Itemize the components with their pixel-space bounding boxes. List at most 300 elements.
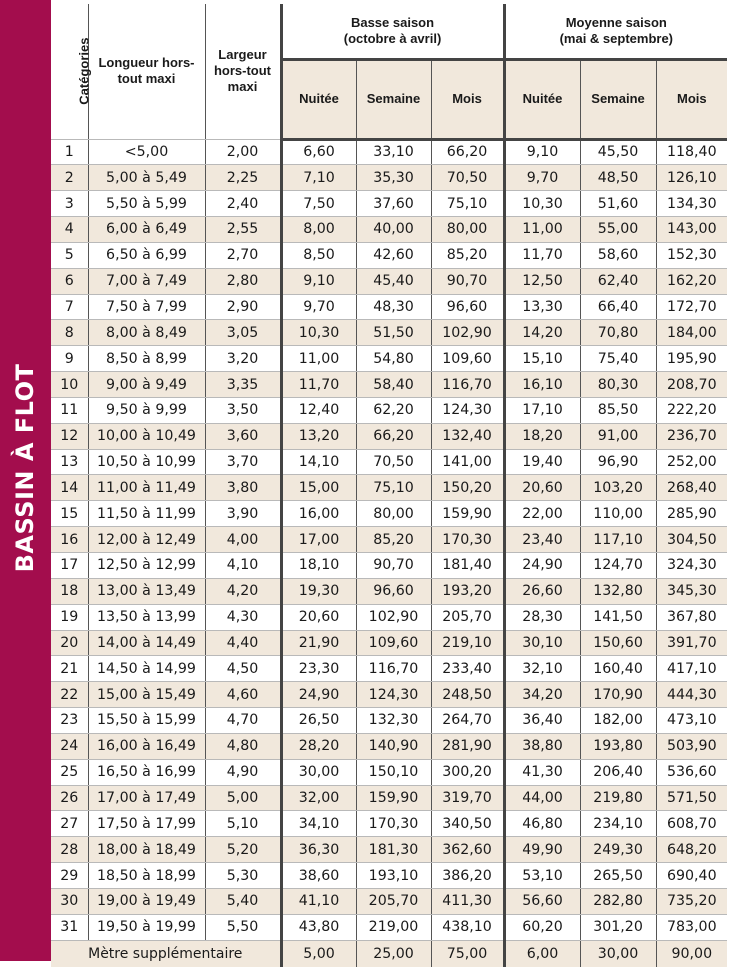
- cell-low_month: 248,50: [431, 682, 504, 708]
- cell-width: 2,55: [205, 217, 281, 243]
- cell-mid_night: 32,10: [504, 656, 580, 682]
- table-row: [51, 139, 727, 165]
- cell-mid_night: 9,70: [504, 165, 580, 191]
- cell-cat: 4: [51, 217, 88, 243]
- cell-low_week: 116,70: [356, 656, 431, 682]
- cell-low_week: 85,20: [356, 527, 431, 553]
- cell-cat: 13: [51, 449, 88, 475]
- cell-length: 8,00 à 8,49: [88, 320, 205, 346]
- cell-width: 5,50: [205, 914, 281, 940]
- cell-length: 7,00 à 7,49: [88, 268, 205, 294]
- header-categories: Catégories: [51, 4, 88, 139]
- cell-low_month: 75,10: [431, 191, 504, 217]
- cell-mid_week: 160,40: [580, 656, 656, 682]
- cell-mid_night: 28,30: [504, 604, 580, 630]
- rates-table: [51, 4, 727, 967]
- cell-mid_night: 11,70: [504, 242, 580, 268]
- cell-mid_month: 208,70: [656, 372, 727, 398]
- cell-low_month: 438,10: [431, 914, 504, 940]
- cell-cat: 11: [51, 397, 88, 423]
- cell-length: 17,50 à 17,99: [88, 811, 205, 837]
- cell-cat: 26: [51, 785, 88, 811]
- footer-mid-month: 90,00: [656, 940, 727, 967]
- cell-mid_night: 14,20: [504, 320, 580, 346]
- cell-low_month: 219,10: [431, 630, 504, 656]
- header-width: Largeur hors-tout maxi: [205, 4, 281, 139]
- cell-mid_night: 53,10: [504, 863, 580, 889]
- table-row: [51, 268, 727, 294]
- cell-length: 18,50 à 18,99: [88, 863, 205, 889]
- cell-cat: 17: [51, 553, 88, 579]
- cell-cat: 5: [51, 242, 88, 268]
- header-low-week: Semaine: [356, 59, 431, 139]
- table-row: [51, 630, 727, 656]
- cell-cat: 22: [51, 682, 88, 708]
- footer-low-month: 75,00: [431, 940, 504, 967]
- cell-length: 15,50 à 15,99: [88, 708, 205, 734]
- cell-cat: 7: [51, 294, 88, 320]
- cell-low_week: 48,30: [356, 294, 431, 320]
- cell-low_month: 193,20: [431, 578, 504, 604]
- cell-low_night: 24,90: [281, 682, 356, 708]
- cell-length: 10,50 à 10,99: [88, 449, 205, 475]
- table-row: [51, 708, 727, 734]
- cell-low_week: 102,90: [356, 604, 431, 630]
- cell-low_night: 19,30: [281, 578, 356, 604]
- cell-cat: 28: [51, 837, 88, 863]
- cell-cat: 12: [51, 423, 88, 449]
- cell-length: <5,00: [88, 139, 205, 165]
- cell-mid_night: 60,20: [504, 914, 580, 940]
- cell-low_week: 54,80: [356, 346, 431, 372]
- table-row: [51, 372, 727, 398]
- cell-mid_week: 219,80: [580, 785, 656, 811]
- cell-low_month: 70,50: [431, 165, 504, 191]
- cell-mid_night: 22,00: [504, 501, 580, 527]
- cell-low_night: 34,10: [281, 811, 356, 837]
- cell-mid_month: 134,30: [656, 191, 727, 217]
- cell-mid_night: 38,80: [504, 733, 580, 759]
- cell-mid_week: 132,80: [580, 578, 656, 604]
- cell-cat: 16: [51, 527, 88, 553]
- cell-low_night: 7,50: [281, 191, 356, 217]
- cell-cat: 21: [51, 656, 88, 682]
- cell-mid_week: 141,50: [580, 604, 656, 630]
- mid-season-title: Moyenne saison: [565, 14, 667, 30]
- cell-cat: 19: [51, 604, 88, 630]
- cell-mid_week: 51,60: [580, 191, 656, 217]
- cell-mid_night: 46,80: [504, 811, 580, 837]
- cell-mid_week: 193,80: [580, 733, 656, 759]
- cell-width: 3,50: [205, 397, 281, 423]
- cell-mid_night: 49,90: [504, 837, 580, 863]
- cell-low_night: 13,20: [281, 423, 356, 449]
- cell-mid_month: 503,90: [656, 733, 727, 759]
- cell-mid_month: 367,80: [656, 604, 727, 630]
- table-row: [51, 294, 727, 320]
- cell-length: 9,00 à 9,49: [88, 372, 205, 398]
- cell-low_month: 170,30: [431, 527, 504, 553]
- cell-width: 4,30: [205, 604, 281, 630]
- cell-mid_month: 690,40: [656, 863, 727, 889]
- cell-low_week: 75,10: [356, 475, 431, 501]
- cell-width: 2,25: [205, 165, 281, 191]
- cell-mid_month: 735,20: [656, 888, 727, 914]
- cell-mid_week: 96,90: [580, 449, 656, 475]
- cell-low_night: 32,00: [281, 785, 356, 811]
- cell-low_night: 10,30: [281, 320, 356, 346]
- cell-mid_week: 48,50: [580, 165, 656, 191]
- cell-cat: 25: [51, 759, 88, 785]
- cell-low_month: 411,30: [431, 888, 504, 914]
- cell-length: 9,50 à 9,99: [88, 397, 205, 423]
- cell-mid_week: 282,80: [580, 888, 656, 914]
- table-row: [51, 475, 727, 501]
- cell-cat: 30: [51, 888, 88, 914]
- cell-length: 5,50 à 5,99: [88, 191, 205, 217]
- cell-mid_week: 80,30: [580, 372, 656, 398]
- table-row: [51, 888, 727, 914]
- cell-length: 6,00 à 6,49: [88, 217, 205, 243]
- cell-mid_night: 15,10: [504, 346, 580, 372]
- cell-low_month: 300,20: [431, 759, 504, 785]
- table-row: [51, 656, 727, 682]
- cell-width: 4,90: [205, 759, 281, 785]
- cell-mid_week: 45,50: [580, 139, 656, 165]
- cell-low_night: 28,20: [281, 733, 356, 759]
- cell-low_month: 85,20: [431, 242, 504, 268]
- cell-low_night: 21,90: [281, 630, 356, 656]
- cell-low_night: 18,10: [281, 553, 356, 579]
- cell-low_month: 116,70: [431, 372, 504, 398]
- header-low-month: Mois: [431, 59, 504, 139]
- cell-length: 5,00 à 5,49: [88, 165, 205, 191]
- cell-mid_month: 222,20: [656, 397, 727, 423]
- cell-width: 5,10: [205, 811, 281, 837]
- cell-low_month: 181,40: [431, 553, 504, 579]
- cell-cat: 31: [51, 914, 88, 940]
- cell-low_night: 9,10: [281, 268, 356, 294]
- cell-mid_week: 249,30: [580, 837, 656, 863]
- cell-length: 14,50 à 14,99: [88, 656, 205, 682]
- footer-row: [51, 940, 727, 967]
- cell-mid_month: 783,00: [656, 914, 727, 940]
- cell-low_week: 35,30: [356, 165, 431, 191]
- cell-low_night: 43,80: [281, 914, 356, 940]
- table-row: [51, 320, 727, 346]
- cell-cat: 6: [51, 268, 88, 294]
- cell-low_month: 102,90: [431, 320, 504, 346]
- cell-mid_week: 103,20: [580, 475, 656, 501]
- cell-low_month: 124,30: [431, 397, 504, 423]
- cell-length: 11,50 à 11,99: [88, 501, 205, 527]
- cell-low_month: 319,70: [431, 785, 504, 811]
- cell-width: 2,40: [205, 191, 281, 217]
- cell-cat: 18: [51, 578, 88, 604]
- cell-width: 3,20: [205, 346, 281, 372]
- cell-low_month: 96,60: [431, 294, 504, 320]
- header-low-night: Nuitée: [281, 59, 356, 139]
- cell-mid_night: 10,30: [504, 191, 580, 217]
- cell-low_week: 109,60: [356, 630, 431, 656]
- table-row: [51, 397, 727, 423]
- cell-mid_month: 162,20: [656, 268, 727, 294]
- cell-low_week: 42,60: [356, 242, 431, 268]
- cell-mid_week: 55,00: [580, 217, 656, 243]
- cell-mid_night: 13,30: [504, 294, 580, 320]
- cell-cat: 2: [51, 165, 88, 191]
- cell-mid_month: 184,00: [656, 320, 727, 346]
- cell-width: 3,60: [205, 423, 281, 449]
- cell-low_month: 80,00: [431, 217, 504, 243]
- table-row: [51, 682, 727, 708]
- cell-low_night: 7,10: [281, 165, 356, 191]
- cell-cat: 15: [51, 501, 88, 527]
- table-row: [51, 759, 727, 785]
- cell-low_month: 281,90: [431, 733, 504, 759]
- cell-mid_week: 85,50: [580, 397, 656, 423]
- table-row: [51, 604, 727, 630]
- cell-width: 3,05: [205, 320, 281, 346]
- cell-mid_week: 75,40: [580, 346, 656, 372]
- table-row: [51, 578, 727, 604]
- cell-low_week: 205,70: [356, 888, 431, 914]
- cell-mid_month: 152,30: [656, 242, 727, 268]
- cell-mid_month: 536,60: [656, 759, 727, 785]
- cell-cat: 20: [51, 630, 88, 656]
- cell-length: 18,00 à 18,49: [88, 837, 205, 863]
- footer-low-week: 25,00: [356, 940, 431, 967]
- cell-mid_month: 172,70: [656, 294, 727, 320]
- table-row: [51, 423, 727, 449]
- cell-mid_month: 324,30: [656, 553, 727, 579]
- header-mid-season: [504, 4, 727, 59]
- cell-low_week: 45,40: [356, 268, 431, 294]
- footer-mid-night: 6,00: [504, 940, 580, 967]
- footer-low-night: 5,00: [281, 940, 356, 967]
- cell-length: 11,00 à 11,49: [88, 475, 205, 501]
- cell-length: 10,00 à 10,49: [88, 423, 205, 449]
- cell-mid_night: 26,60: [504, 578, 580, 604]
- cell-mid_month: 126,10: [656, 165, 727, 191]
- cell-width: 5,30: [205, 863, 281, 889]
- cell-mid_night: 30,10: [504, 630, 580, 656]
- cell-length: 17,00 à 17,49: [88, 785, 205, 811]
- cell-mid_week: 70,80: [580, 320, 656, 346]
- table-row: [51, 863, 727, 889]
- table-row: [51, 165, 727, 191]
- cell-cat: 10: [51, 372, 88, 398]
- table-row: [51, 242, 727, 268]
- cell-cat: 8: [51, 320, 88, 346]
- cell-mid_month: 285,90: [656, 501, 727, 527]
- cell-mid_week: 182,00: [580, 708, 656, 734]
- cell-low_week: 219,00: [356, 914, 431, 940]
- cell-width: 4,50: [205, 656, 281, 682]
- cell-length: 7,50 à 7,99: [88, 294, 205, 320]
- cell-low_night: 12,40: [281, 397, 356, 423]
- cell-length: 19,00 à 19,49: [88, 888, 205, 914]
- cell-mid_month: 252,00: [656, 449, 727, 475]
- cell-low_week: 70,50: [356, 449, 431, 475]
- cell-mid_week: 124,70: [580, 553, 656, 579]
- cell-width: 3,90: [205, 501, 281, 527]
- cell-length: 19,50 à 19,99: [88, 914, 205, 940]
- cell-mid_month: 268,40: [656, 475, 727, 501]
- cell-low_night: 16,00: [281, 501, 356, 527]
- cell-low_month: 132,40: [431, 423, 504, 449]
- rates-body: [51, 139, 727, 940]
- cell-mid_month: 648,20: [656, 837, 727, 863]
- table-row: [51, 191, 727, 217]
- cell-width: 5,20: [205, 837, 281, 863]
- cell-mid_night: 44,00: [504, 785, 580, 811]
- cell-mid_night: 24,90: [504, 553, 580, 579]
- cell-cat: 29: [51, 863, 88, 889]
- cell-low_week: 132,30: [356, 708, 431, 734]
- cell-low_night: 26,50: [281, 708, 356, 734]
- cell-mid_week: 58,60: [580, 242, 656, 268]
- cell-low_week: 80,00: [356, 501, 431, 527]
- cell-mid_night: 18,20: [504, 423, 580, 449]
- cell-width: 3,35: [205, 372, 281, 398]
- cell-mid_week: 66,40: [580, 294, 656, 320]
- cell-mid_week: 234,10: [580, 811, 656, 837]
- cell-mid_week: 265,50: [580, 863, 656, 889]
- cell-length: 8,50 à 8,99: [88, 346, 205, 372]
- cell-low_night: 8,50: [281, 242, 356, 268]
- cell-mid_night: 41,30: [504, 759, 580, 785]
- cell-cat: 1: [51, 139, 88, 165]
- cell-cat: 14: [51, 475, 88, 501]
- cell-low_month: 141,00: [431, 449, 504, 475]
- cell-length: 16,50 à 16,99: [88, 759, 205, 785]
- cell-mid_night: 11,00: [504, 217, 580, 243]
- side-band: [0, 0, 51, 961]
- cell-mid_week: 117,10: [580, 527, 656, 553]
- cell-mid_night: 36,40: [504, 708, 580, 734]
- cell-length: 15,00 à 15,49: [88, 682, 205, 708]
- cell-low_night: 11,70: [281, 372, 356, 398]
- cell-cat: 27: [51, 811, 88, 837]
- cell-width: 4,70: [205, 708, 281, 734]
- cell-length: 14,00 à 14,49: [88, 630, 205, 656]
- cell-width: 3,80: [205, 475, 281, 501]
- cell-mid_night: 23,40: [504, 527, 580, 553]
- cell-width: 3,70: [205, 449, 281, 475]
- cell-length: 12,50 à 12,99: [88, 553, 205, 579]
- cell-low_night: 6,60: [281, 139, 356, 165]
- cell-low_month: 109,60: [431, 346, 504, 372]
- low-season-period: (octobre à avril): [343, 30, 442, 46]
- cell-low_week: 124,30: [356, 682, 431, 708]
- cell-mid_month: 444,30: [656, 682, 727, 708]
- cell-mid_month: 304,50: [656, 527, 727, 553]
- cell-mid_month: 473,10: [656, 708, 727, 734]
- low-season-title: Basse saison: [350, 14, 435, 30]
- table-row: [51, 449, 727, 475]
- cell-mid_month: 608,70: [656, 811, 727, 837]
- cell-low_week: 181,30: [356, 837, 431, 863]
- cell-cat: 23: [51, 708, 88, 734]
- cell-width: 5,00: [205, 785, 281, 811]
- cell-low_month: 150,20: [431, 475, 504, 501]
- table-row: [51, 217, 727, 243]
- cell-low_week: 193,10: [356, 863, 431, 889]
- cell-length: 13,00 à 13,49: [88, 578, 205, 604]
- cell-mid_night: 16,10: [504, 372, 580, 398]
- cell-low_week: 66,20: [356, 423, 431, 449]
- cell-length: 16,00 à 16,49: [88, 733, 205, 759]
- cell-low_week: 170,30: [356, 811, 431, 837]
- footer-mid-week: 30,00: [580, 940, 656, 967]
- cell-low_month: 90,70: [431, 268, 504, 294]
- table-row: [51, 553, 727, 579]
- table-row: [51, 785, 727, 811]
- cell-width: 4,00: [205, 527, 281, 553]
- table-row: [51, 346, 727, 372]
- cell-mid_week: 170,90: [580, 682, 656, 708]
- header-row-top: [51, 4, 727, 59]
- cell-low_week: 140,90: [356, 733, 431, 759]
- cell-length: 13,50 à 13,99: [88, 604, 205, 630]
- cell-mid_night: 56,60: [504, 888, 580, 914]
- cell-low_night: 36,30: [281, 837, 356, 863]
- footer-label: Mètre supplémentaire: [51, 940, 281, 967]
- cell-width: 2,80: [205, 268, 281, 294]
- cell-low_week: 62,20: [356, 397, 431, 423]
- cell-mid_month: 417,10: [656, 656, 727, 682]
- cell-low_week: 150,10: [356, 759, 431, 785]
- cell-width: 2,00: [205, 139, 281, 165]
- cell-low_month: 233,40: [431, 656, 504, 682]
- side-title: BASSIN À FLOT: [11, 363, 39, 573]
- cell-low_week: 159,90: [356, 785, 431, 811]
- cell-low_month: 205,70: [431, 604, 504, 630]
- header-mid-month: Mois: [656, 59, 727, 139]
- cell-width: 4,80: [205, 733, 281, 759]
- cell-low_week: 33,10: [356, 139, 431, 165]
- cell-low_night: 15,00: [281, 475, 356, 501]
- cell-width: 4,60: [205, 682, 281, 708]
- cell-mid_month: 571,50: [656, 785, 727, 811]
- cell-mid_week: 206,40: [580, 759, 656, 785]
- cell-mid_month: 143,00: [656, 217, 727, 243]
- cell-low_night: 38,60: [281, 863, 356, 889]
- cell-width: 4,20: [205, 578, 281, 604]
- cell-low_week: 96,60: [356, 578, 431, 604]
- cell-low_week: 51,50: [356, 320, 431, 346]
- cell-low_night: 9,70: [281, 294, 356, 320]
- cell-low_month: 159,90: [431, 501, 504, 527]
- cell-low_night: 41,10: [281, 888, 356, 914]
- cell-low_night: 11,00: [281, 346, 356, 372]
- header-mid-night: Nuitée: [504, 59, 580, 139]
- cell-mid_night: 12,50: [504, 268, 580, 294]
- cell-low_month: 264,70: [431, 708, 504, 734]
- cell-low_night: 20,60: [281, 604, 356, 630]
- cell-low_night: 8,00: [281, 217, 356, 243]
- cell-mid_week: 62,40: [580, 268, 656, 294]
- cell-low_week: 58,40: [356, 372, 431, 398]
- cell-low_month: 66,20: [431, 139, 504, 165]
- cell-low_month: 386,20: [431, 863, 504, 889]
- table-row: [51, 837, 727, 863]
- cell-mid_night: 34,20: [504, 682, 580, 708]
- cell-mid_week: 301,20: [580, 914, 656, 940]
- header-length: Longueur hors-tout maxi: [88, 4, 205, 139]
- cell-mid_night: 9,10: [504, 139, 580, 165]
